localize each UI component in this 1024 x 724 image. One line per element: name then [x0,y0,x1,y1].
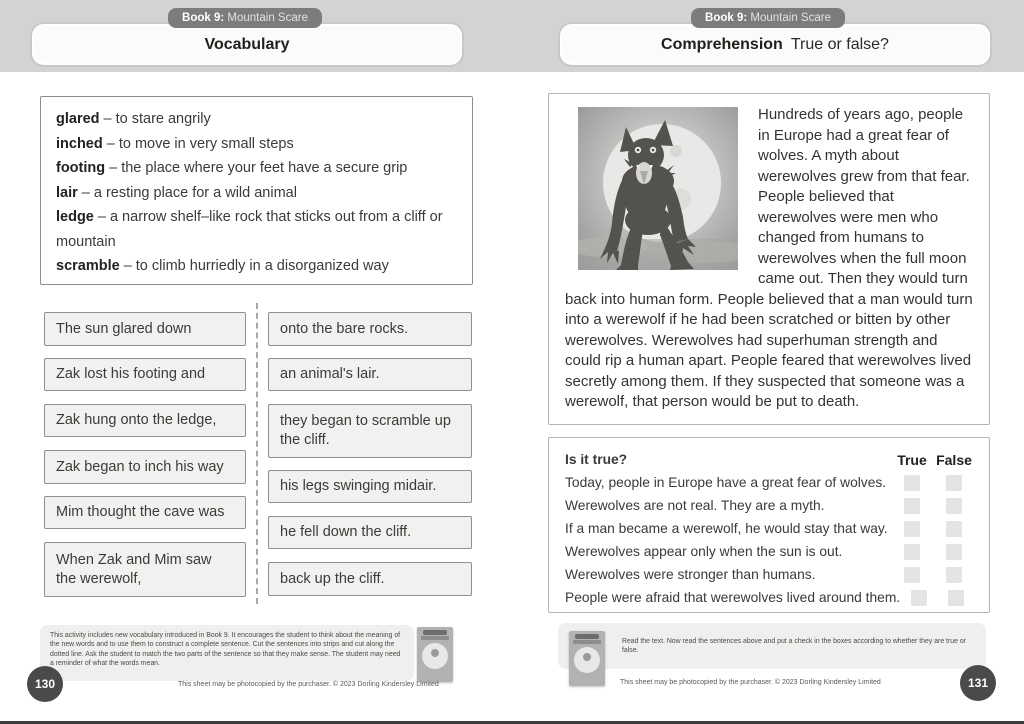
sentence-end-strip[interactable]: his legs swinging midair. [268,470,472,503]
true-column-header: True [897,451,927,468]
quiz-row [565,494,975,517]
quiz-statement: Werewolves appear only when the sun is out. [565,544,843,559]
quiz-row [565,563,975,586]
sentence-end-strip[interactable]: an animal's lair. [268,358,472,391]
book-cover-thumbnail [569,631,605,686]
false-checkbox[interactable] [946,567,962,583]
vocab-definition: – to stare angrily [103,111,211,127]
sentence-start-strip[interactable]: Zak hung onto the ledge, [44,404,246,437]
true-checkbox[interactable] [904,544,920,560]
vocab-definition: – a narrow shelf–like rock that sticks out from a cliff or mountain [56,209,443,250]
sentence-start-strip[interactable]: Zak began to inch his way [44,450,246,484]
quiz-statement: If a man became a werewolf, he would stay that way. [565,521,888,536]
sentence-start-strip[interactable]: Mim thought the cave was [44,496,246,529]
book-cover-banner [423,630,447,635]
quiz-row [565,586,975,609]
quiz-statement: People were afraid that werewolves lived around them. [565,590,901,605]
sentence-start-strip[interactable]: Zak lost his footing and [44,358,246,391]
vocab-term: scramble [56,258,120,274]
badge-book-label: Book 9: [182,12,225,24]
vocab-entry [56,107,457,132]
reading-passage-box [548,93,990,425]
quiz-statement: Werewolves were stronger than humans. [565,567,816,582]
vocab-term: lair [56,184,78,201]
book-cover-title-bar [573,640,601,644]
quiz-row [565,517,975,540]
right-teacher-note-panel [558,623,986,669]
book-cover-character [422,643,448,669]
sentence-end-strip[interactable]: they began to scramble up the cliff. [268,404,472,458]
vocab-definition: – to climb hurriedly in a disorganized way [123,258,389,274]
quiz-statement: Today, people in Europe have a great fear of wolves. [565,475,887,490]
vocab-entry [56,205,457,254]
vocab-entry [56,254,457,279]
copyright-line: This sheet may be photocopied by the purchaser. © 2023 Dorling Kindersley Limited [178,681,439,688]
vocab-definition: – the place where your feet have a secure grip [109,160,408,176]
vocab-definition: – to move in very small steps [106,135,294,152]
false-checkbox[interactable] [946,521,962,537]
book-cover-thumbnail [417,627,453,682]
left-book-badge [168,8,322,28]
sentence-end-strip[interactable]: he fell down the cliff. [268,516,472,549]
vocabulary-definitions-box [40,96,473,285]
passage-text: Hundreds of years ago, people in Europe had a great fear of wolves. A myth about werewolves grew from that fear. People believed that werewolves were men who changed from humans to werewolves when the full moon came out. Then they would turn back into human form. People believed that a man would turn into a werewolf if he had been scratched or bitten by other werewolves. Werewolves had superhuman strength and could rip a human apart. People feared that werewolves lived secretly among them. If they suspected that someone was a werewolf, that person would be put to death. [565,106,973,410]
left-page-title: Vocabulary [204,35,290,53]
vocab-term: footing [56,160,106,176]
book-cover-character [574,647,600,673]
true-checkbox[interactable] [904,475,920,491]
right-book-badge [691,8,845,28]
true-checkbox[interactable] [904,498,920,514]
copyright-line: This sheet may be photocopied by the purchaser. © 2023 Dorling Kindersley Limited [620,679,881,686]
quiz-heading: Is it true? [565,452,628,467]
sentence-start-strip[interactable]: The sun glared down [44,312,246,346]
vocab-definition: – a resting place for a wild animal [81,184,297,201]
right-page-title: Comprehension [661,35,783,53]
false-checkbox[interactable] [948,590,964,606]
right-page-subtitle: True or false? [790,35,889,53]
quiz-statement: Werewolves are not real. They are a myth. [565,498,825,513]
false-checkbox[interactable] [946,544,962,560]
vocab-entry [56,181,457,206]
sentence-end-strip[interactable]: onto the bare rocks. [268,312,472,346]
false-checkbox[interactable] [946,475,962,491]
vocab-entry [56,156,457,181]
quiz-row [565,540,975,563]
right-teacher-note: Read the text. Now read the sentences above and put a check in the boxes according to whether they are true or false. [622,637,966,654]
false-column-header: False [936,451,972,468]
sentence-end-strip[interactable]: back up the cliff. [268,562,472,596]
true-checkbox[interactable] [904,521,920,537]
quiz-header-row [565,448,975,471]
book-cover-title-bar [421,636,449,640]
right-page-title-pill [558,22,992,67]
book-cover-banner [575,634,599,639]
vocab-term: ledge [56,209,94,225]
true-checkbox[interactable] [904,567,920,583]
true-checkbox[interactable] [911,590,927,606]
vocab-term: glared [56,111,100,127]
badge-book-title: Mountain Scare [750,12,831,24]
vocab-entry [56,132,457,157]
page-number-badge: 130 [27,666,63,702]
cut-line-divider [256,303,258,604]
left-teacher-note: This activity includes new vocabulary introduced in Book 9. It encourages the student to think about the meaning of the new words and to use them to construct a complete sentence. Cut the sentences into strips and cut along the dotted line. Ask the student to match the two parts of the sentence so that they make sense. The student may need a reminder of what the words mean. [40,625,414,681]
true-false-quiz-box [548,437,990,613]
page-number-badge: 131 [960,665,996,701]
badge-book-title: Mountain Scare [227,12,308,24]
quiz-row [565,471,975,494]
badge-book-label: Book 9: [705,12,748,24]
false-checkbox[interactable] [946,498,962,514]
sentence-start-strip[interactable]: When Zak and Mim saw the werewolf, [44,542,246,597]
left-page-title-pill [30,22,464,67]
vocab-term: inched [56,135,103,152]
werewolf-illustration [578,107,738,270]
